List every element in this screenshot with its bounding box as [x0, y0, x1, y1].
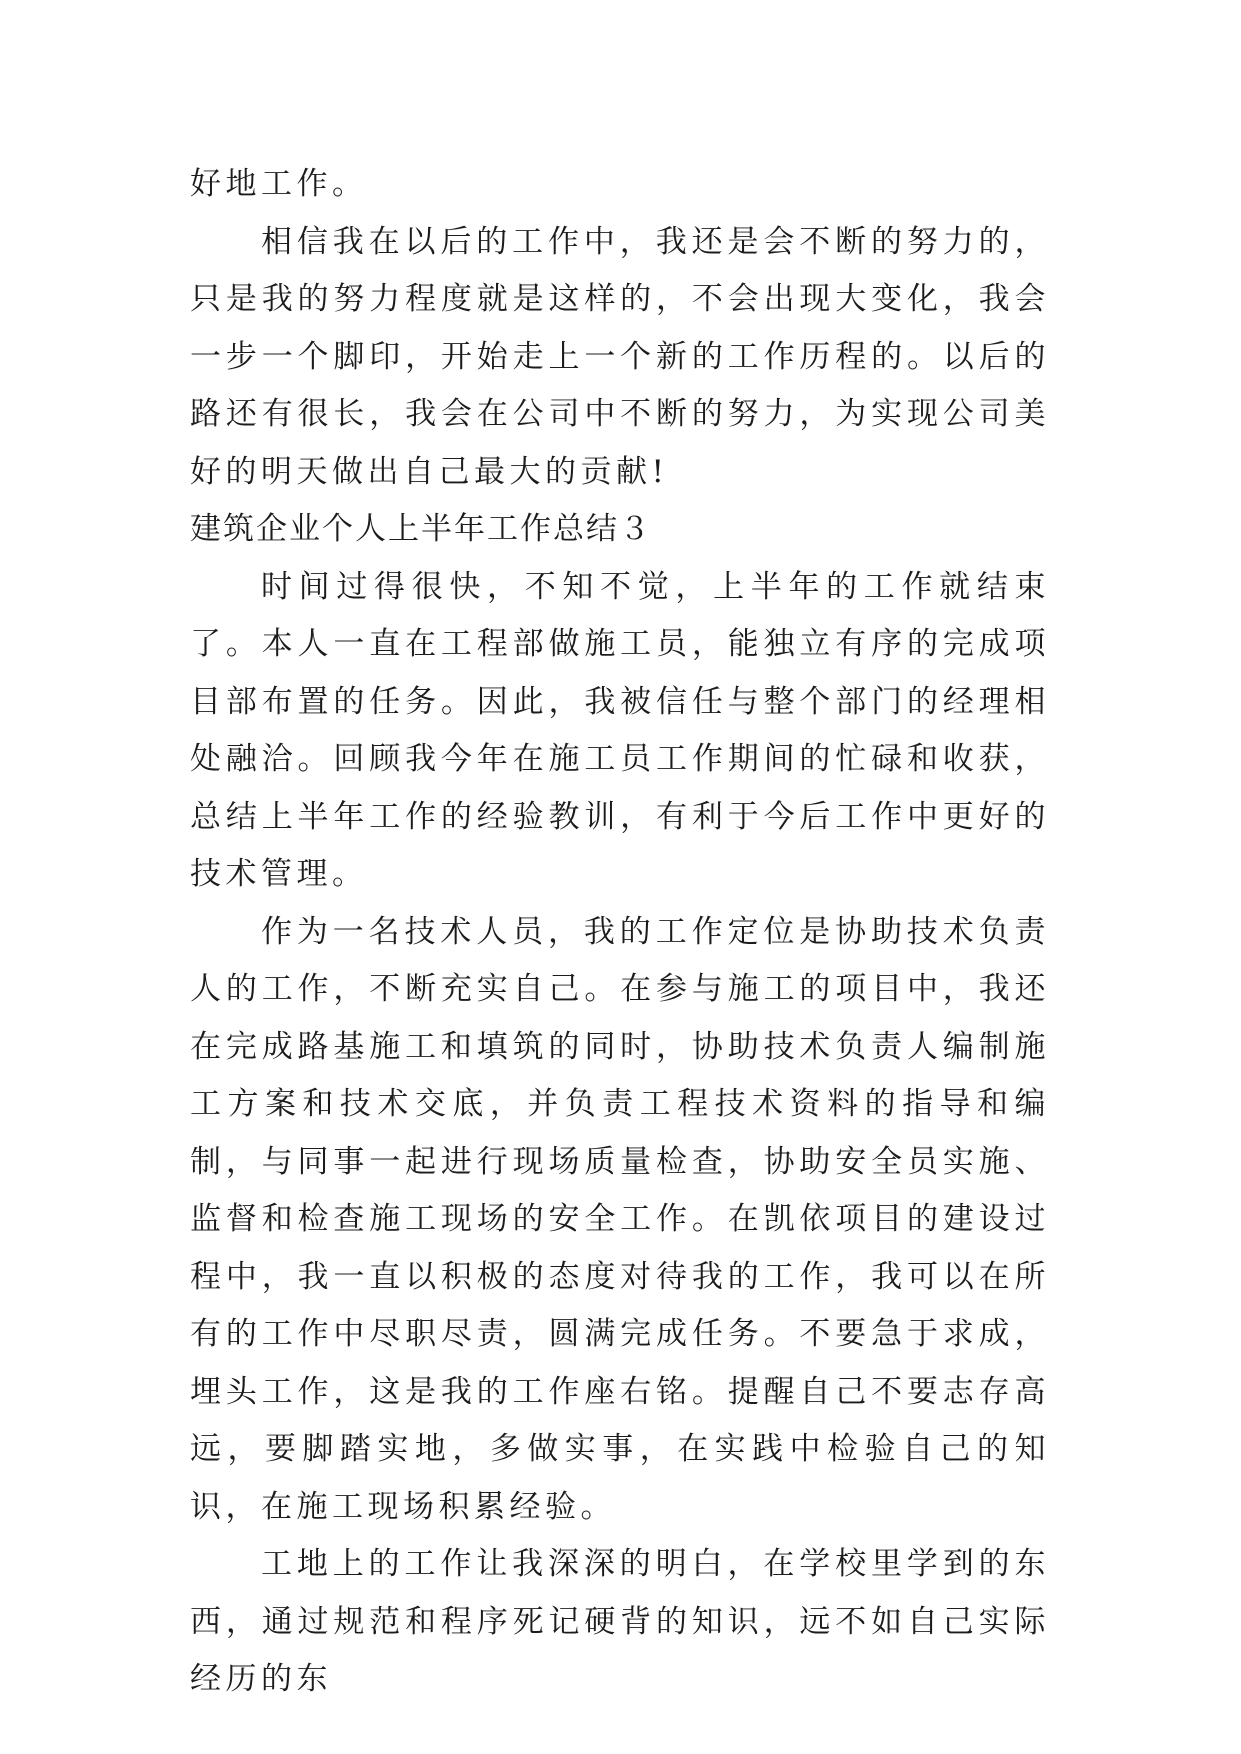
paragraph-site-work: 工地上的工作让我深深的明白，在学校里学到的东西，通过规范和程序死记硬背的知识，远不如自己实际经历的东 — [190, 1546, 1050, 1697]
document-body — [190, 156, 1050, 1709]
paragraph-effort: 相信我在以后的工作中，我还是会不断的努力的，只是我的努力程度就是这样的，不会出现大变化，我会一步一个脚印，开始走上一个新的工作历程的。以后的路还有很长，我会在公司中不断的努力，为实现公司美好的明天做出自己最大的贡献! — [190, 223, 1050, 490]
paragraph-role: 作为一名技术人员，我的工作定位是协助技术负责人的工作，不断充实自己。在参与施工的项目中，我还在完成路基施工和填筑的同时，协助技术负责人编制施工方案和技术交底，并负责工程技术资料的指导和编制，与同事一起进行现场质量检查，协助安全员实施、监督和检查施工现场的安全工作。在凯依项目的建设过程中，我一直以积极的态度对待我的工作，我可以在所有的工作中尽职尽责，圆满完成任务。不要急于求成，埋头工作，这是我的工作座右铭。提醒自己不要志存高远，要脚踏实地，多做实事，在实践中检验自己的知识，在施工现场积累经验。 — [190, 913, 1050, 1525]
paragraph-intro: 时间过得很快，不知不觉，上半年的工作就结束了。本人一直在工程部做施工员，能独立有序的完成项目部布置的任务。因此，我被信任与整个部门的经理相处融洽。回顾我今年在施工员工作期间的忙碌和收获，总结上半年工作的经验教训，有利于今后工作中更好的技术管理。 — [190, 568, 1050, 892]
paragraph-continuation: 好地工作。 — [190, 166, 368, 202]
section-heading: 建筑企业个人上半年工作总结３ — [190, 511, 652, 547]
